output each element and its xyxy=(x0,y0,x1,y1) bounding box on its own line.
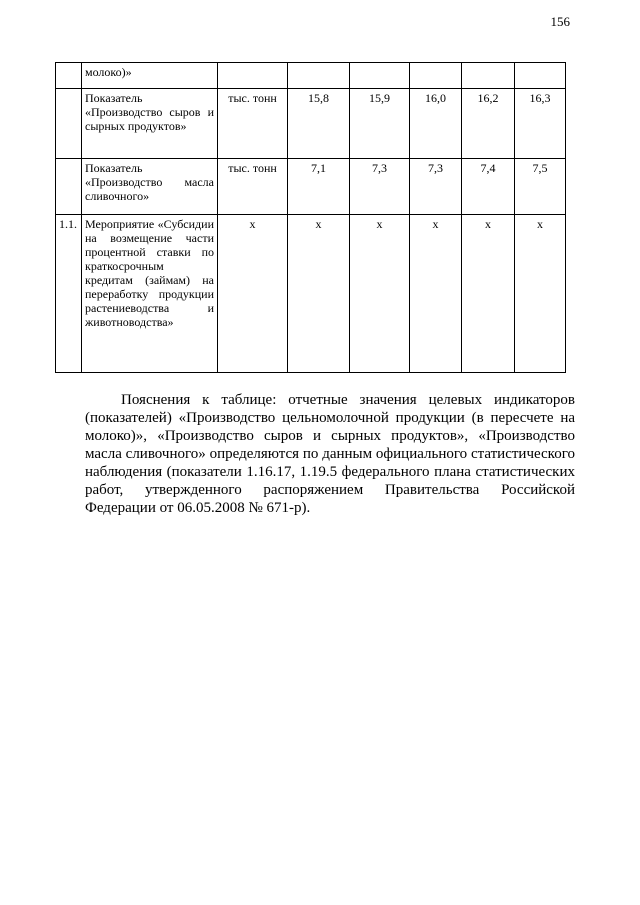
indicator-name: Показатель «Производство масла сливочного» xyxy=(85,161,214,203)
indicator-name-cell xyxy=(82,63,218,89)
value-cell: 7,3 xyxy=(350,159,410,215)
value-cell: х xyxy=(288,215,350,373)
value-cell: 16,3 xyxy=(515,89,566,159)
row-number-cell xyxy=(56,89,82,159)
value-cell: 16,0 xyxy=(410,89,462,159)
table-row xyxy=(56,159,566,215)
value-cell xyxy=(288,63,350,89)
unit-cell xyxy=(218,63,288,89)
table-explanation-note: Пояснения к таблице: отчетные значения целевых индикаторов (показателей) «Производство цельномолочной продукции (в пересчете на молоко)», «Производство сыров и сырных продуктов», «Производство масла сливочного» определяются по данным официального статистического наблюдения (показатели 1.16.17, 1.19.5 федерального плана статистических работ, утвержденного распоряжением Правительства Российской Федерации от 06.05.2008 № 671-р). xyxy=(85,392,575,516)
value-cell: х xyxy=(515,215,566,373)
value-cell: х xyxy=(350,215,410,373)
value-cell: 15,9 xyxy=(350,89,410,159)
value-cell: 7,4 xyxy=(462,159,515,215)
row-number-cell xyxy=(56,63,82,89)
value-cell: 15,8 xyxy=(288,89,350,159)
value-cell: х xyxy=(410,215,462,373)
indicator-name-cell xyxy=(82,215,218,373)
row-number-cell: 1.1. xyxy=(56,215,82,373)
value-cell: 7,1 xyxy=(288,159,350,215)
row-number-cell xyxy=(56,159,82,215)
value-cell: х xyxy=(462,215,515,373)
indicator-name: Показатель «Производство сыров и сырных продуктов» xyxy=(85,91,214,133)
indicator-name: Мероприятие «Субсидии на возмещение части процентной ставки по краткосрочным кредитам (займам) на переработку продукции растениеводства и животноводства» xyxy=(85,217,214,329)
indicator-name-cell xyxy=(82,159,218,215)
indicator-name-cell xyxy=(82,89,218,159)
value-cell: 7,5 xyxy=(515,159,566,215)
value-cell xyxy=(515,63,566,89)
page-number: 156 xyxy=(550,14,570,29)
table-row xyxy=(56,89,566,159)
value-cell xyxy=(462,63,515,89)
value-cell: 16,2 xyxy=(462,89,515,159)
value-cell: 7,3 xyxy=(410,159,462,215)
unit-cell: тыс. тонн xyxy=(218,159,288,215)
value-cell xyxy=(410,63,462,89)
indicator-name: молоко)» xyxy=(85,65,132,79)
indicators-table xyxy=(55,62,566,373)
table-row xyxy=(56,215,566,373)
value-cell xyxy=(350,63,410,89)
unit-cell: х xyxy=(218,215,288,373)
unit-cell: тыс. тонн xyxy=(218,89,288,159)
table-row xyxy=(56,63,566,89)
